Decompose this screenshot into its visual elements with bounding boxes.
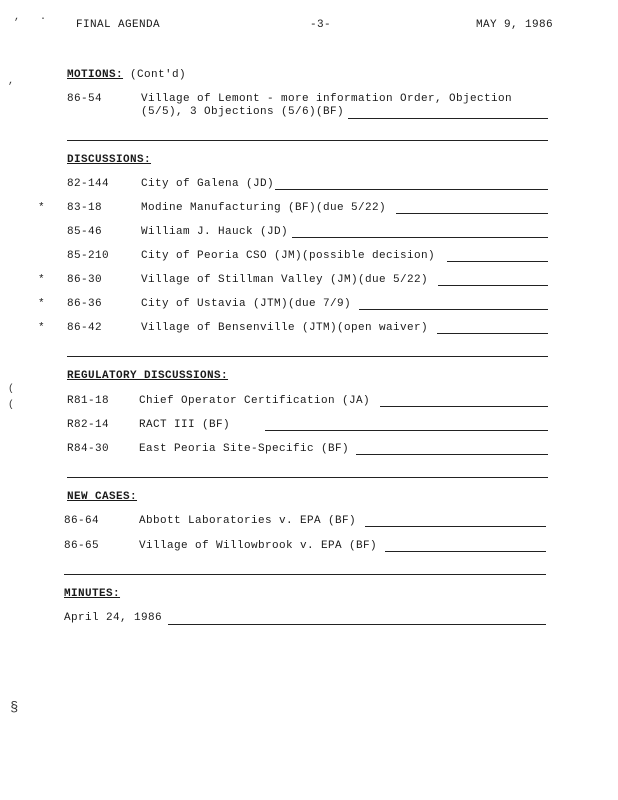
page-number: -3- (310, 19, 332, 31)
regulatory-text: Chief Operator Certification (JA) (139, 395, 371, 407)
discussion-underline (359, 309, 548, 310)
section-divider (67, 140, 548, 141)
discussion-text: City of Peoria CSO (JM)(possible decision) (141, 250, 436, 262)
discussion-underline (275, 189, 548, 190)
motions-heading: MOTIONS: (Cont'd) (67, 69, 187, 81)
regulatory-underline (265, 430, 548, 431)
motion-text-line1: Village of Lemont - more information Order, Objection (141, 93, 513, 105)
regulatory-text: RACT III (BF) (139, 419, 231, 431)
discussion-number: 83-18 (67, 202, 103, 214)
discussion-text: City of Ustavia (JTM)(due 7/9) (141, 298, 352, 310)
minutes-underline (168, 624, 546, 625)
case-underline (365, 526, 546, 527)
section-divider (67, 356, 548, 357)
regulatory-underline (356, 454, 548, 455)
discussion-text: Village of Stillman Valley (JM)(due 5/22) (141, 274, 429, 286)
regulatory-text: East Peoria Site-Specific (BF) (139, 443, 350, 455)
priority-star: * (38, 322, 46, 334)
scan-mark: ( (8, 384, 15, 395)
scan-mark: , (14, 12, 21, 23)
discussion-number: 82-144 (67, 178, 110, 190)
regulatory-underline (380, 406, 548, 407)
scan-mark: , (8, 76, 15, 87)
discussion-text: Modine Manufacturing (BF)(due 5/22) (141, 202, 387, 214)
case-underline (385, 551, 546, 552)
section-divider (64, 574, 546, 575)
header-date: MAY 9, 1986 (476, 19, 554, 31)
scan-mark: ( (8, 400, 15, 411)
discussion-underline (292, 237, 548, 238)
discussion-text: Village of Bensenville (JTM)(open waiver) (141, 322, 429, 334)
discussion-number: 86-42 (67, 322, 103, 334)
minutes-heading: MINUTES: (64, 588, 121, 600)
regulatory-number: R82-14 (67, 419, 110, 431)
priority-star: * (38, 298, 46, 310)
motion-text-line2: (5/5), 3 Objections (5/6)(BF) (141, 106, 345, 118)
case-text: Abbott Laboratories v. EPA (BF) (139, 515, 357, 527)
discussion-underline (447, 261, 548, 262)
scan-mark: · (40, 14, 47, 25)
discussion-text: City of Galena (JD) (141, 178, 275, 190)
regulatory-number: R84-30 (67, 443, 110, 455)
regulatory-number: R81-18 (67, 395, 110, 407)
discussion-number: 86-36 (67, 298, 103, 310)
case-text: Village of Willowbrook v. EPA (BF) (139, 540, 378, 552)
scan-mark: § (10, 700, 19, 716)
discussion-underline (438, 285, 548, 286)
header-title: FINAL AGENDA (76, 19, 161, 31)
minutes-date: April 24, 1986 (64, 612, 163, 624)
discussion-number: 85-210 (67, 250, 110, 262)
case-number: 86-64 (64, 515, 100, 527)
regulatory-heading: REGULATORY DISCUSSIONS: (67, 370, 229, 382)
new-cases-heading: NEW CASES: (67, 491, 138, 503)
priority-star: * (38, 274, 46, 286)
section-divider (67, 477, 548, 478)
discussion-underline (437, 333, 548, 334)
discussions-heading: DISCUSSIONS: (67, 154, 152, 166)
discussion-number: 85-46 (67, 226, 103, 238)
case-number: 86-65 (64, 540, 100, 552)
discussion-text: William J. Hauck (JD) (141, 226, 289, 238)
discussion-number: 86-30 (67, 274, 103, 286)
motion-underline (348, 118, 548, 119)
discussion-underline (396, 213, 548, 214)
motion-number: 86-54 (67, 93, 103, 105)
priority-star: * (38, 202, 46, 214)
